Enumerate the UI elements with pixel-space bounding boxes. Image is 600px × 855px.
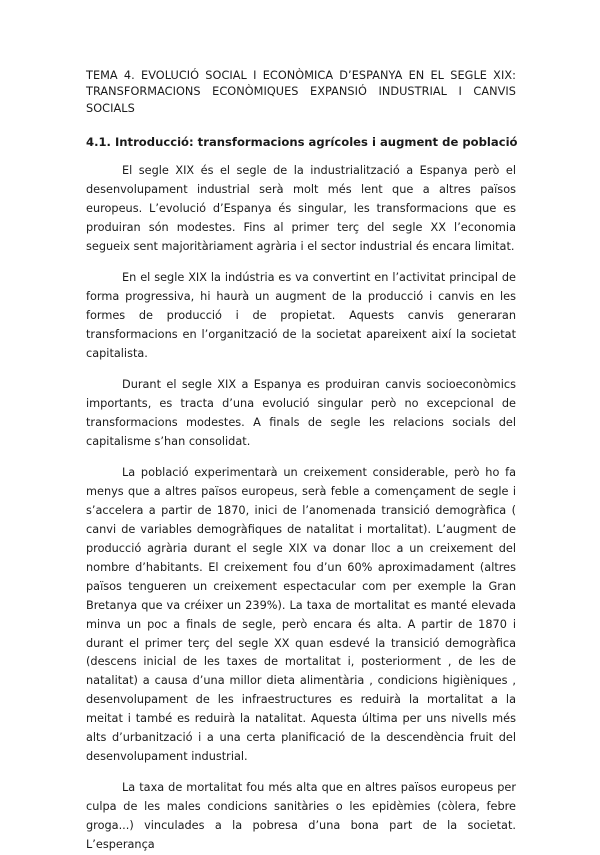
- paragraph-socioeconomic-changes: Durant el segle XIX a Espanya es produiran canvis socioeconòmics importants, es tracta d’una evolució singular però no excepcional de transformacions modestes. A finals de segle les relacions socials del capitalisme s’han consolidat.: [86, 378, 516, 448]
- paragraph-industrialization: El segle XIX és el segle de la industrialització a Espanya però el desenvolupament industrial serà molt més lent que a altres països europeus. L’evolució d’Espanya és singular, les transformacions que es produiran són modestes. Fins al primer terç del segle XX l’economia segueix sent majoritàriament agrària i el sector industrial és encara limitat.: [86, 164, 516, 253]
- document-title: TEMA 4. EVOLUCIÓ SOCIAL I ECONÒMICA D’ESPANYA EN EL SEGLE XIX: TRANSFORMACIONS ECONÒMIQUES EXPANSIÓ INDUSTRIAL I CANVIS SOCIALS: [86, 69, 516, 115]
- section-heading: 4.1. Introducció: transformacions agrícoles i augment de població: [86, 135, 518, 150]
- paragraph-mortality-rate: La taxa de mortalitat fou més alta que en altres països europeus per culpa de les males condicions sanitàries o les epidèmies (còlera, febre groga...) vinculades a la pobresa d’una bona part de la societat. L’esperança: [86, 781, 516, 852]
- paragraph-industry-activity: En el segle XIX la indústria es va convertint en l’activitat principal de forma progressiva, hi haurà un augment de la producció i canvis en les formes de producció i de propietat. Aquests canvis generaran transformacions en l’organització de la societat apareixent així la societat capitalista.: [86, 271, 516, 360]
- paragraph-population-growth: La població experimentarà un creixement considerable, però ho fa menys que a altres països europeus, serà feble a començament de segle i s’accelera a partir de 1870, inici de l’anomenada transició demogràfica ( canvi de variables demogràfiques de natalitat i mortalitat). L’augment de producció agrària durant el segle XIX va donar lloc a un creixement del nombre d’habitants. El creixement fou d’un 60% aproximadament (altres països tengueren un creixement espectacular com per exemple la Gran Bretanya que va créixer un 239%). La taxa de mortalitat es manté elevada minva un poc a finals de segle, però encara és alta. A partir de 1870 i durant el primer terç del segle XX quan esdevé la transició demogràfica (descens inicial de les taxes de mortalitat i, posteriorment , de les de natalitat) a causa d’una millor dieta alimentària , condicions higièniques , desenvolupament de les infraestructures es reduirà la mortalitat a la meitat i també es reduirà la natalitat. Aquesta última per uns nivells més alts d’urbanització i a una certa planificació de la descendència fruit del desenvolupament industrial.: [86, 466, 516, 763]
